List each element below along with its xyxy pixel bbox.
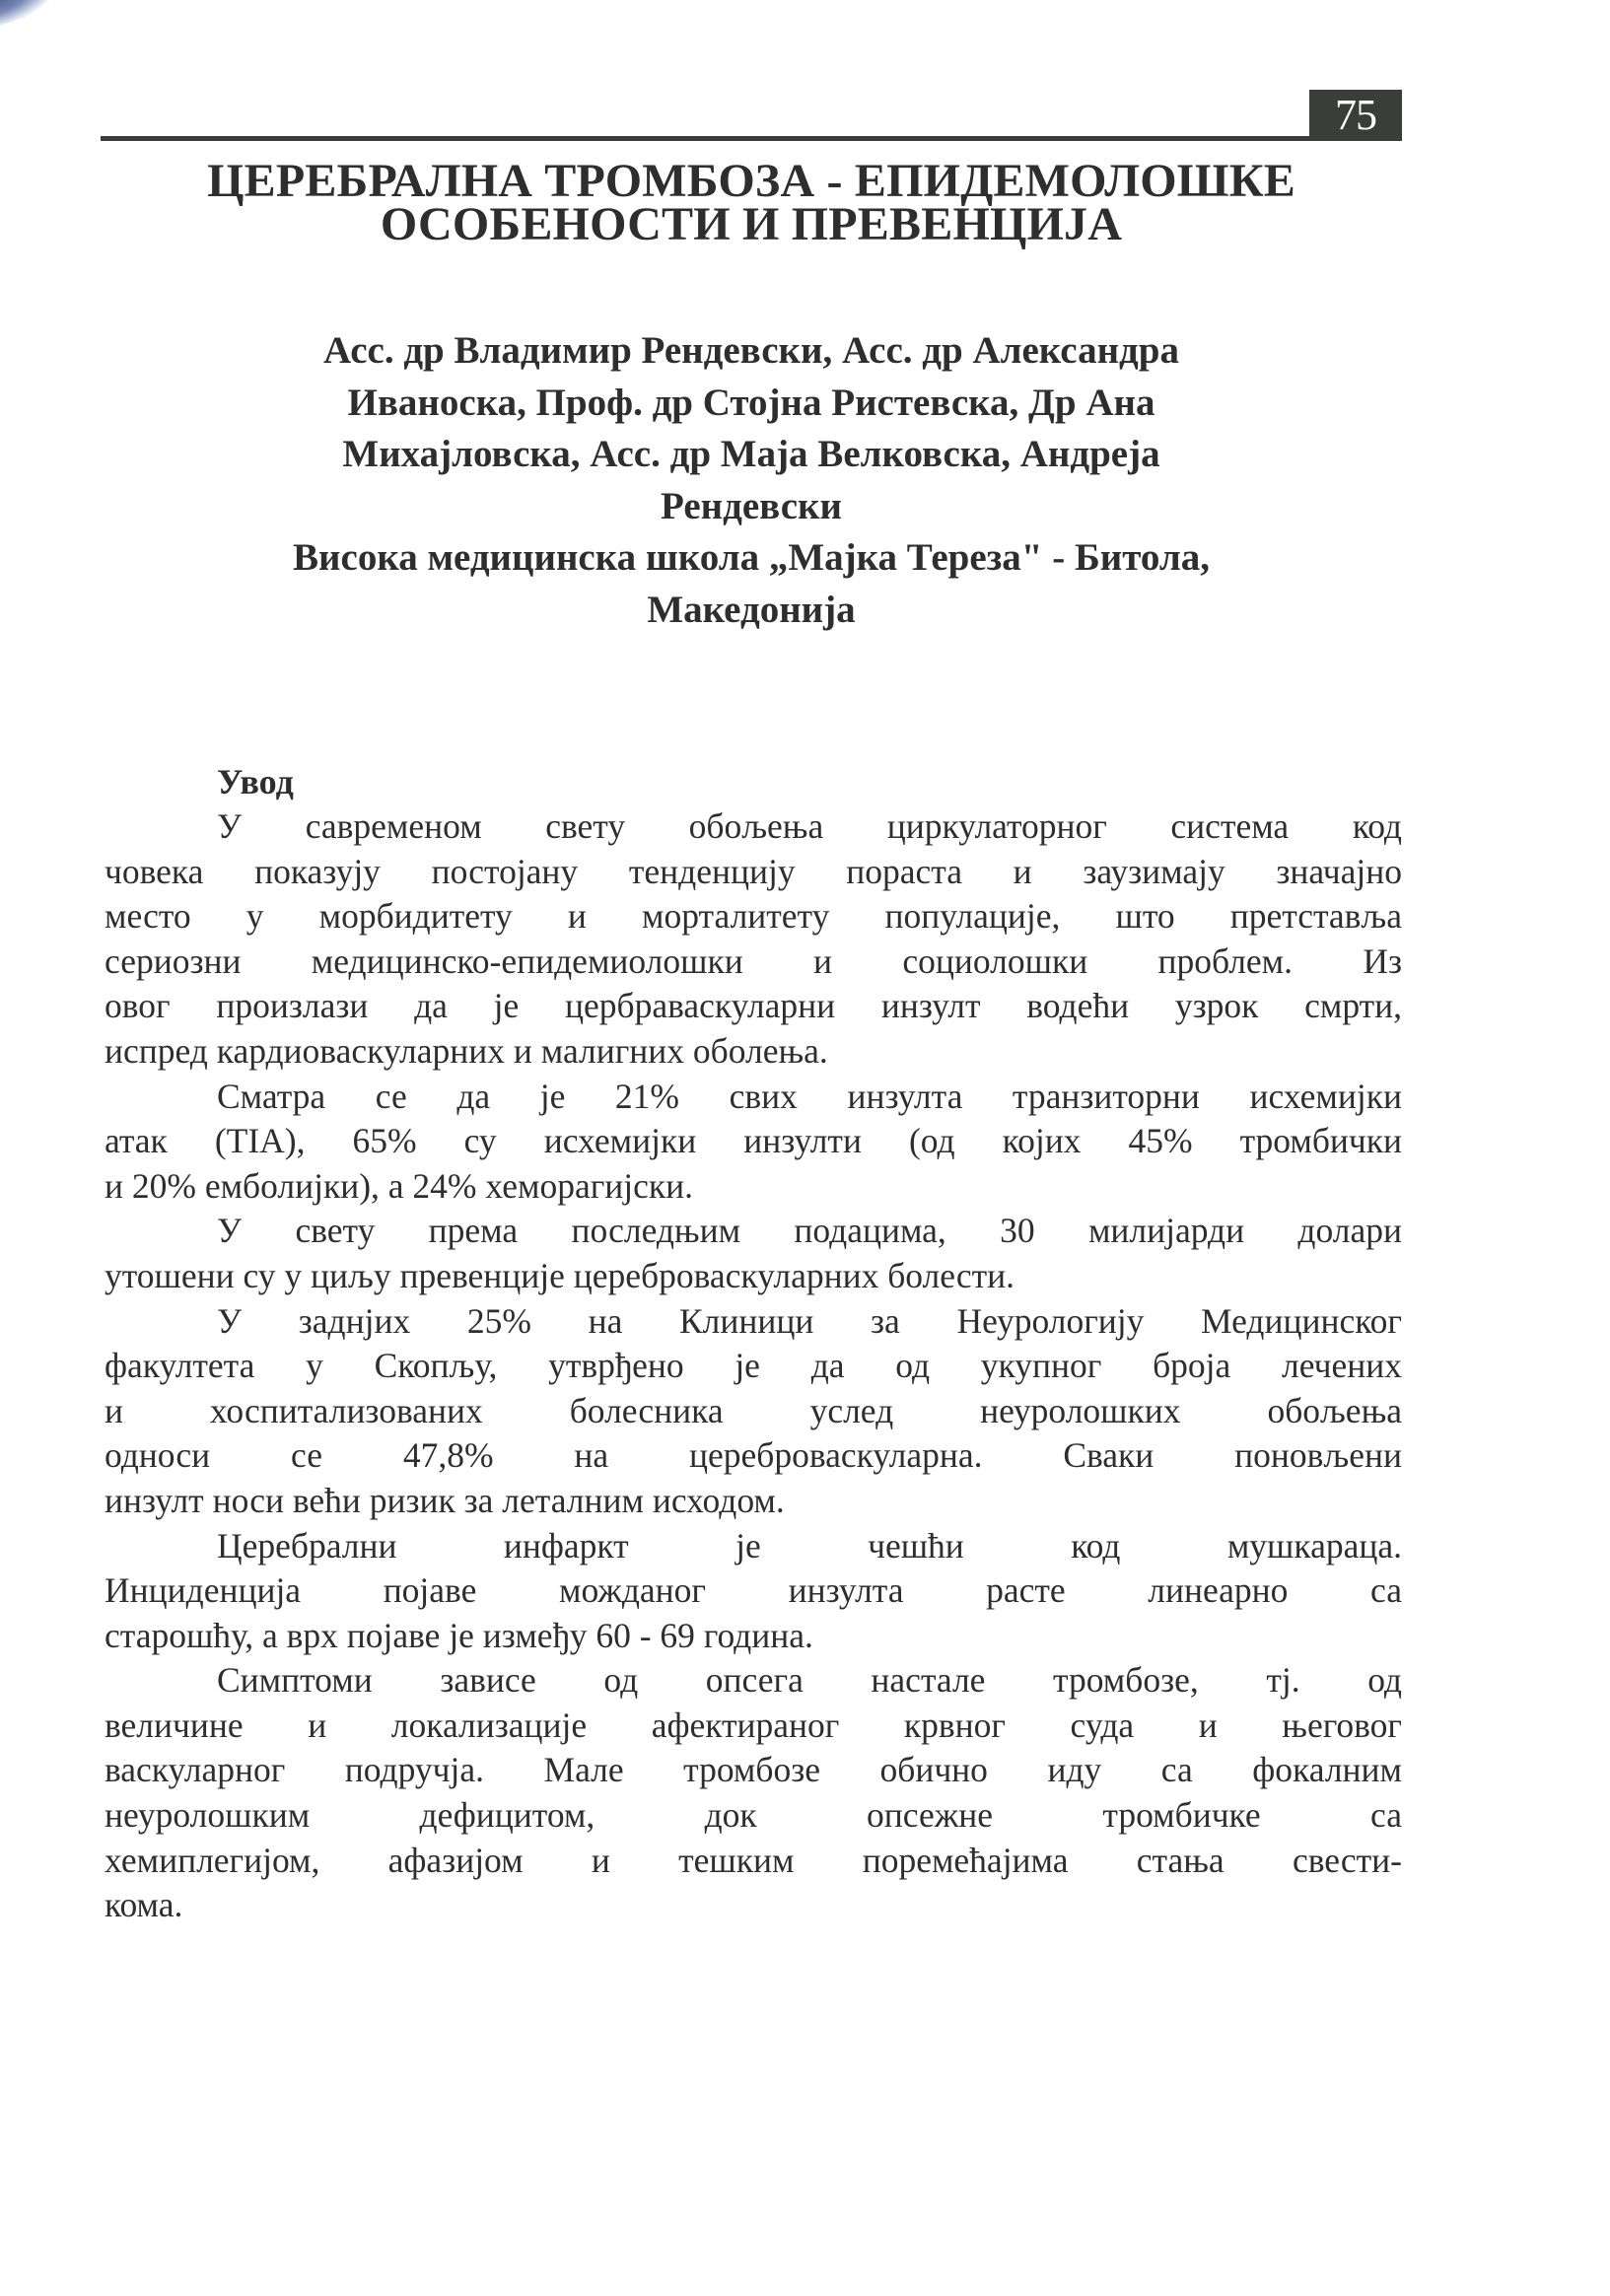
scan-artifact	[0, 0, 65, 33]
authors-line: Михајловска, Асс. др Маја Велковска, Андреја	[342, 433, 1160, 475]
affiliation-line: Македонија	[647, 588, 856, 631]
body-line: овог произлази да је цербраваскуларни инзулт водећи узрок смрти,	[105, 986, 1402, 1026]
section-heading: Увод	[217, 762, 294, 801]
body-line: сериозни медицинско-епидемиолошки и социолошки проблем. Из	[105, 940, 1402, 981]
body-line: инзулт носи већи ризик за леталним исходом.	[105, 1480, 785, 1520]
body-line: Симптоми зависе од опсега настале тромбозе, тј. од	[217, 1660, 1402, 1701]
title-line: ОСОБЕНОСТИ И ПРЕВЕНЦИЈА	[380, 198, 1123, 250]
title-line: ЦЕРЕБРАЛНА ТРОМБОЗА - ЕПИДЕМОЛОШКЕ	[207, 155, 1295, 207]
body-line: и хоспитализованих болесника услед неуролошких обољења	[105, 1390, 1402, 1430]
body-line: У свету према последњим подацима, 30 милијарди долари	[217, 1211, 1402, 1251]
body-line: Сматра се да је 21% свих инзулта транзиторни исхемијки	[217, 1076, 1402, 1116]
body-line: атак (TIA), 65% су исхемијки инзулти (од којих 45% тромбички	[105, 1121, 1402, 1161]
header-rule	[101, 136, 1311, 141]
body-line: Церебрални инфаркт је чешћи код мушкараца.	[217, 1525, 1402, 1565]
body-line: У савременом свету обољења циркулаторног система код	[217, 806, 1402, 846]
body-line: У заднјих 25% на Клиници за Неурологију Медицинског	[217, 1300, 1402, 1341]
article-title	[101, 155, 1402, 250]
authors-line: Рендевски	[661, 484, 842, 527]
body-text	[105, 804, 1402, 1928]
body-line: васкуларног подручја. Мале тромбозе обично иду са фокалним	[105, 1750, 1402, 1790]
body-line: испред кардиоваскуларних и малигних оболења.	[105, 1030, 828, 1071]
body-line: човека показују постојану тенденцију пораста и заузимају значајно	[105, 851, 1402, 891]
authors-block	[101, 325, 1402, 636]
body-line: утошени су у циљу превенције цереброваскуларних болести.	[105, 1255, 1015, 1295]
body-line: старошћу, а врх појаве је између 60 - 69 година.	[105, 1615, 813, 1655]
body-line: Инциденција појаве можданог инзулта расте линеарно са	[105, 1570, 1402, 1611]
body-line: факултета у Скопљу, утврђено је да од укупног броја лечених	[105, 1346, 1402, 1386]
body-line: и 20% емболијки), а 24% хеморагијски.	[105, 1165, 693, 1206]
page-number: 75	[1309, 90, 1402, 141]
body-line: хемиплегијом, афазијом и тешким поремећајима стања свести-	[105, 1840, 1402, 1880]
authors-line: Иваноска, Проф. др Стојна Ристевска, Др Ана	[347, 381, 1155, 424]
body-line: кома.	[105, 1885, 183, 1925]
body-line: неуролошким дефицитом, док опсежне тромбичке са	[105, 1795, 1402, 1836]
body-line: место у морбидитету и морталитету популације, што претставља	[105, 896, 1402, 937]
affiliation-line: Висока медицинска школа „Мајка Тереза" - Битола,	[293, 536, 1210, 579]
body-line: односи се 47,8% на цереброваскуларна. Сваки поновљени	[105, 1435, 1402, 1476]
body-line: величине и локализације афектираног крвног суда и његовог	[105, 1705, 1402, 1745]
authors-line: Асс. др Владимир Рендевски, Асс. др Александра	[323, 329, 1179, 372]
